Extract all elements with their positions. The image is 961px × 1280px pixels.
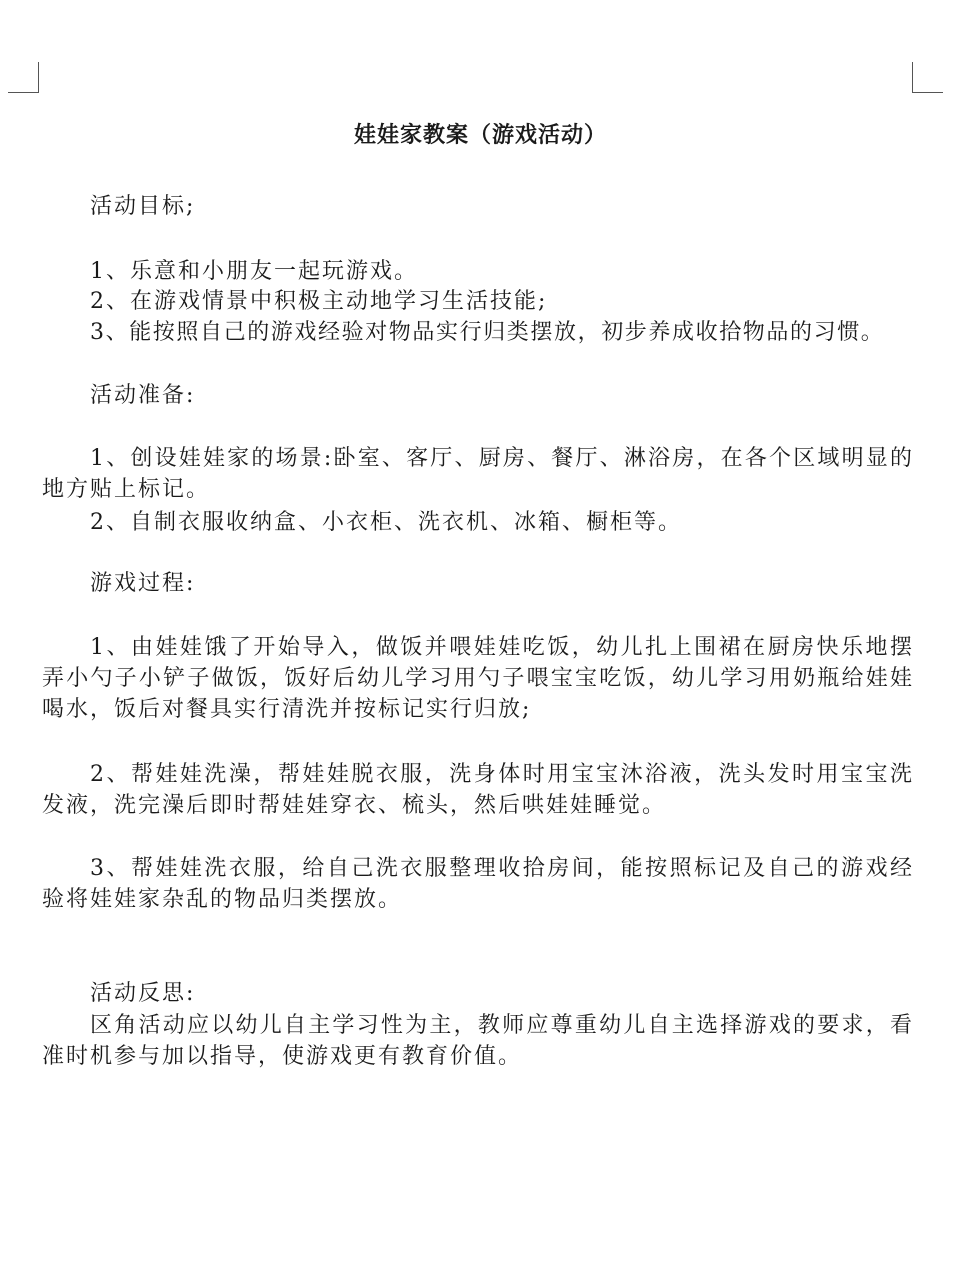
process-heading: 游戏过程: — [90, 571, 196, 596]
crop-mark-top-left — [38, 62, 39, 92]
process-item-3: 3、帮娃娃洗衣服，给自己洗衣服整理收拾房间，能按照标记及自己的游戏经验将娃娃家杂乱的物品归类摆放。 — [42, 856, 914, 912]
crop-mark-top-right — [912, 92, 943, 93]
preparation-item-1: 1、创设娃娃家的场景:卧室、客厅、厨房、餐厅、淋浴房，在各个区域明显的地方贴上标记。 — [42, 446, 914, 502]
process-item-1: 1、由娃娃饿了开始导入，做饭并喂娃娃吃饭，幼儿扎上围裙在厨房快乐地摆弄小勺子小铲子做饭，饭好后幼儿学习用勺子喂宝宝吃饭，幼儿学习用奶瓶给娃娃喝水，饭后对餐具实行清洗并按标记实行归放; — [42, 635, 914, 722]
goal-item-3: 3、能按照自己的游戏经验对物品实行归类摆放，初步养成收拾物品的习惯。 — [90, 320, 885, 345]
goal-item-2: 2、在游戏情景中积极主动地学习生活技能; — [90, 289, 548, 314]
goals-heading: 活动目标; — [90, 194, 196, 219]
document-title: 娃娃家教案（游戏活动） — [353, 122, 607, 148]
crop-mark-top-left — [8, 92, 39, 93]
preparation-item-2: 2、自制衣服收纳盒、小衣柜、洗衣机、冰箱、橱柜等。 — [90, 510, 682, 535]
crop-mark-top-right — [912, 62, 913, 92]
preparation-heading: 活动准备: — [90, 383, 196, 408]
reflection-text: 区角活动应以幼儿自主学习性为主，教师应尊重幼儿自主选择游戏的要求，看准时机参与加以指导，使游戏更有教育价值。 — [42, 1013, 914, 1069]
reflection-heading: 活动反思: — [90, 981, 196, 1006]
process-item-2: 2、帮娃娃洗澡，帮娃娃脱衣服，洗身体时用宝宝沐浴液，洗头发时用宝宝洗发液，洗完澡后即时帮娃娃穿衣、梳头，然后哄娃娃睡觉。 — [42, 762, 914, 818]
goal-item-1: 1、乐意和小朋友一起玩游戏。 — [90, 259, 418, 284]
